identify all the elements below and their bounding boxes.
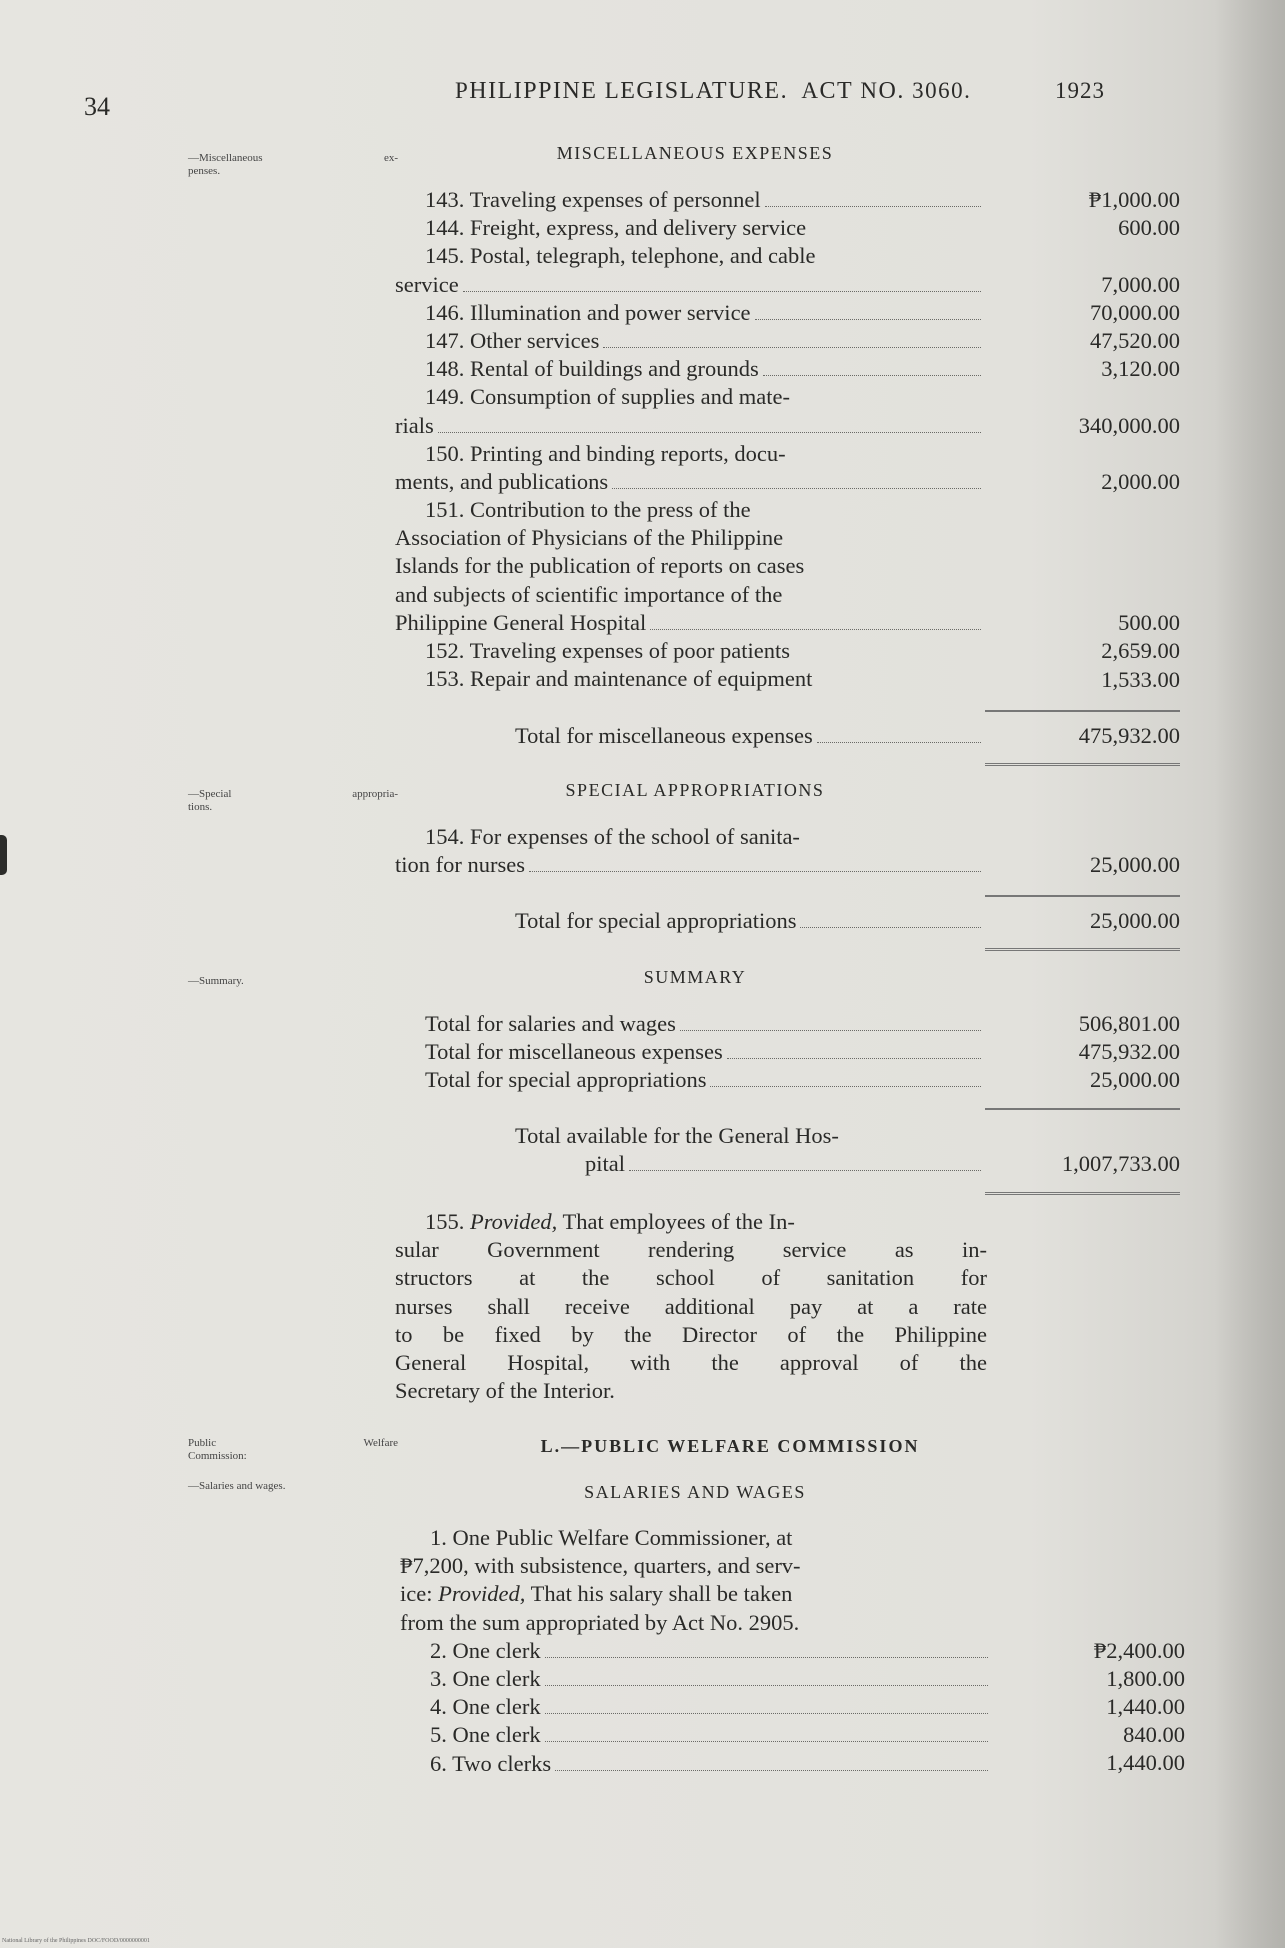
item-148: 148. Rental of buildings and grounds — [395, 355, 985, 383]
section-heading-public-welfare: L.—PUBLIC WELFARE COMMISSION — [540, 1436, 920, 1456]
amount-144: 600.00 — [1118, 215, 1180, 240]
item-153: 153. Repair and maintenance of equipment — [425, 666, 813, 692]
grand-total-row: Total available for the General Hos- pital — [395, 1122, 985, 1178]
pwc-amount-4: 1,440.00 — [1106, 1694, 1185, 1719]
item-151-e: Philippine General Hospital — [395, 609, 985, 637]
special-total-label: Total for special appropriations — [515, 908, 797, 933]
item-151-d: and subjects of scientific importance of the — [395, 581, 783, 607]
summary-row-special: Total for special appropriations — [395, 1066, 985, 1094]
pwc-items — [400, 1524, 992, 1778]
pwc-item-1-b: ₱7,200, with subsistence, quarters, and serv- — [400, 1553, 801, 1579]
rule-misc-subtotal — [985, 710, 1180, 712]
pwc-item-1-a: 1. One Public Welfare Commissioner, at — [430, 1525, 793, 1550]
item-143: 143. Traveling expenses of personnel — [395, 186, 985, 214]
page-number: 34 — [84, 92, 110, 121]
amount-146: 70,000.00 — [1090, 300, 1180, 325]
running-head: PHILIPPINE LEGISLATURE. ACT NO. 3060. — [455, 78, 972, 104]
amount-149: 340,000.00 — [1078, 413, 1180, 438]
item-152: 152. Traveling expenses of poor patients — [425, 638, 790, 663]
pwc-amount-3: 1,800.00 — [1106, 1666, 1185, 1691]
pwc-amount-2: ₱2,400.00 — [1093, 1638, 1185, 1663]
item-146: 146. Illumination and power service — [395, 299, 985, 327]
pwc-item-3: 3. One clerk — [400, 1665, 992, 1693]
item-154-b: tion for nurses — [395, 851, 985, 879]
pwc-amount-6: 1,440.00 — [1106, 1750, 1185, 1775]
section-heading-salaries: SALARIES AND WAGES — [584, 1482, 806, 1502]
summary-amount-special: 25,000.00 — [1090, 1067, 1180, 1092]
running-head-year: 1923 — [1055, 78, 1105, 103]
pwc-item-1-d: from the sum appropriated by Act No. 2905. — [400, 1609, 800, 1635]
special-items — [395, 823, 985, 879]
item-150-b: ments, and publications — [395, 468, 985, 496]
item-145-b: service — [395, 271, 985, 299]
rule-special-subtotal — [985, 895, 1180, 897]
amount-150: 2,000.00 — [1101, 469, 1180, 494]
rule-special-total — [985, 948, 1180, 951]
summary-rows — [395, 1010, 985, 1095]
misc-total-amount: 475,932.00 — [1078, 723, 1180, 748]
amount-152: 2,659.00 — [1101, 638, 1180, 663]
pwc-item-6: 6. Two clerks — [400, 1750, 992, 1778]
item-145-a: 145. Postal, telegraph, telephone, and cable — [425, 243, 816, 269]
amount-151: 500.00 — [1118, 610, 1180, 635]
library-stamp: National Library of the Philippines DOC/FOOD/0000000001 — [2, 1938, 150, 1944]
amount-147: 47,520.00 — [1090, 328, 1180, 353]
amount-143: ₱1,000.00 — [1088, 187, 1180, 212]
rule-summary — [985, 1108, 1180, 1110]
pwc-item-4: 4. One clerk — [400, 1693, 992, 1721]
amount-153: 1,533.00 — [1101, 667, 1180, 692]
binding-shadow — [1215, 0, 1285, 1948]
special-total-amount: 25,000.00 — [1090, 908, 1180, 933]
summary-row-salaries: Total for salaries and wages — [395, 1010, 985, 1038]
special-total-row — [395, 907, 985, 935]
amount-154: 25,000.00 — [1090, 852, 1180, 877]
section-heading-special: SPECIAL APPROPRIATIONS — [565, 780, 825, 800]
misc-total-label: Total for miscellaneous expenses — [515, 723, 813, 748]
pwc-amount-5: 840.00 — [1123, 1722, 1185, 1747]
margin-note-miscellaneous: —Miscellaneous ex- penses. — [188, 152, 398, 177]
margin-note-special: —Special appropria- tions. — [188, 788, 398, 813]
item-144: 144. Freight, express, and delivery service — [425, 215, 807, 241]
amount-148: 3,120.00 — [1101, 356, 1180, 381]
item-151-c: Islands for the publication of reports on cases — [395, 553, 805, 579]
item-147: 147. Other services — [395, 327, 985, 355]
pwc-item-1-c: ice: Provided, That his salary shall be taken — [400, 1581, 793, 1607]
pwc-item-2: 2. One clerk — [400, 1637, 992, 1665]
pwc-item-5: 5. One clerk — [400, 1721, 992, 1749]
margin-note-salaries: —Salaries and wages. — [188, 1480, 286, 1492]
item-154-a: 154. For expenses of the school of sanita- — [425, 824, 800, 849]
page-edge-mark — [0, 835, 7, 875]
item-151-a: 151. Contribution to the press of the — [425, 497, 751, 523]
item-150-a: 150. Printing and binding reports, docu- — [425, 440, 786, 466]
item-149-a: 149. Consumption of supplies and mate- — [425, 384, 790, 410]
rule-grand-total — [985, 1192, 1180, 1195]
summary-amount-misc: 475,932.00 — [1078, 1039, 1180, 1064]
margin-note-public-welfare: Public Welfare Commission: — [188, 1437, 398, 1462]
grand-total-amount: 1,007,733.00 — [1061, 1151, 1180, 1176]
misc-items — [395, 186, 985, 693]
item-149-b: rials — [395, 412, 985, 440]
amount-145: 7,000.00 — [1101, 272, 1180, 297]
margin-note-summary: —Summary. — [188, 975, 244, 987]
misc-total-row — [395, 722, 985, 750]
section-heading-summary: SUMMARY — [643, 967, 747, 987]
proviso-155: 155. Provided, That employees of the In- sular Government rendering service as in- structors at the school of sanitation for nurses shall receive additional pay at a rate to be fixed by the Director of the Philippine General Hospital, with the approval of the Secretary of the Interior. — [395, 1209, 987, 1404]
summary-amount-salaries: 506,801.00 — [1078, 1011, 1180, 1036]
item-151-b: Association of Physicians of the Philippine — [395, 525, 784, 551]
summary-row-misc: Total for miscellaneous expenses — [395, 1038, 985, 1066]
rule-misc-total — [985, 763, 1180, 766]
section-heading-miscellaneous: MISCELLANEOUS EXPENSES — [556, 143, 834, 163]
